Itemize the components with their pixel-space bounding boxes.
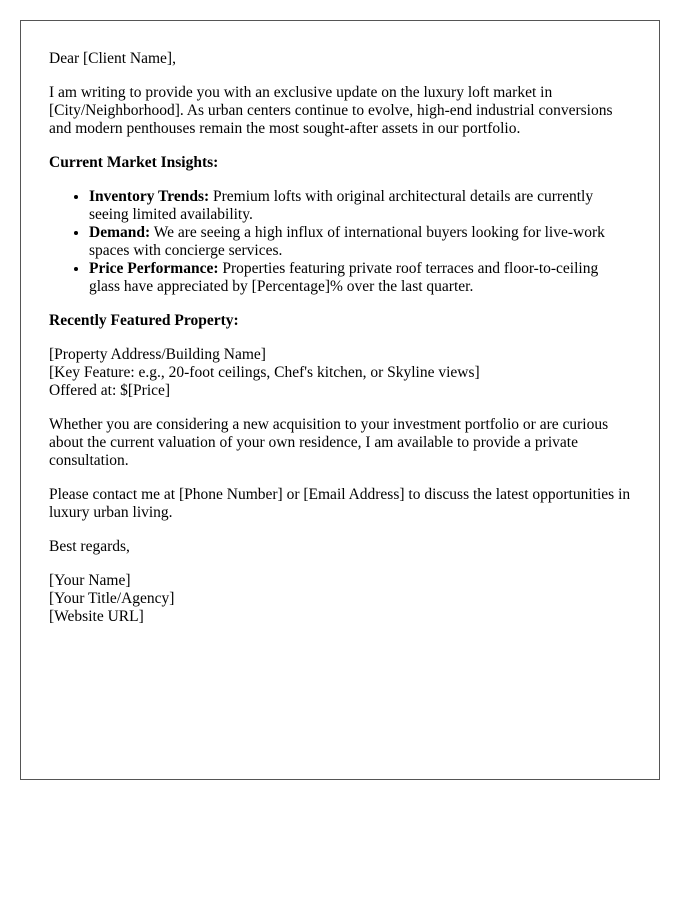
closing: Best regards, (49, 538, 130, 555)
list-item-title: Inventory Trends: (89, 188, 210, 205)
list-item-text: Properties featuring private roof terraces and floor-to-ceiling glass have appreciated by [Percentage]% over the last quarter. (89, 260, 599, 295)
featured-property-heading: Recently Featured Property: (49, 312, 239, 329)
market-insights-heading: Current Market Insights: (49, 154, 219, 171)
list-item-title: Price Performance: (89, 260, 219, 277)
contact-paragraph: Please contact me at [Phone Number] or [Email Address] to discuss the latest opportunities in luxury urban living. (49, 486, 631, 521)
list-item-text: Premium lofts with original architectural details are currently seeing limited availability. (89, 188, 594, 223)
property-price: Offered at: $[Price] (49, 382, 171, 399)
signature-title: [Your Title/Agency] (49, 590, 175, 607)
signature-block (49, 572, 631, 626)
signature-name: [Your Name] (49, 572, 131, 589)
intro-paragraph: I am writing to provide you with an exclusive update on the luxury loft market in [City/Neighborhood]. As urban centers continue to evolve, high-end industrial conversions and modern penthouses remain the most sought-after assets in our portfolio. (49, 84, 613, 137)
property-key-feature: [Key Feature: e.g., 20-foot ceilings, Chef's kitchen, or Skyline views] (49, 364, 480, 381)
list-item (89, 188, 631, 224)
list-item-title: Demand: (89, 224, 151, 241)
letter-frame (20, 20, 660, 780)
property-address: [Property Address/Building Name] (49, 346, 266, 363)
list-item (89, 224, 631, 260)
list-item (89, 260, 631, 296)
featured-property-details (49, 346, 631, 400)
list-item-text: We are seeing a high influx of international buyers looking for live-work spaces with concierge services. (89, 224, 605, 259)
consultation-paragraph: Whether you are considering a new acquisition to your investment portfolio or are curious about the current valuation of your own residence, I am available to provide a private consultation. (49, 416, 609, 469)
signature-website: [Website URL] (49, 608, 144, 625)
market-insights-list (49, 188, 631, 296)
greeting: Dear [Client Name], (49, 50, 176, 67)
